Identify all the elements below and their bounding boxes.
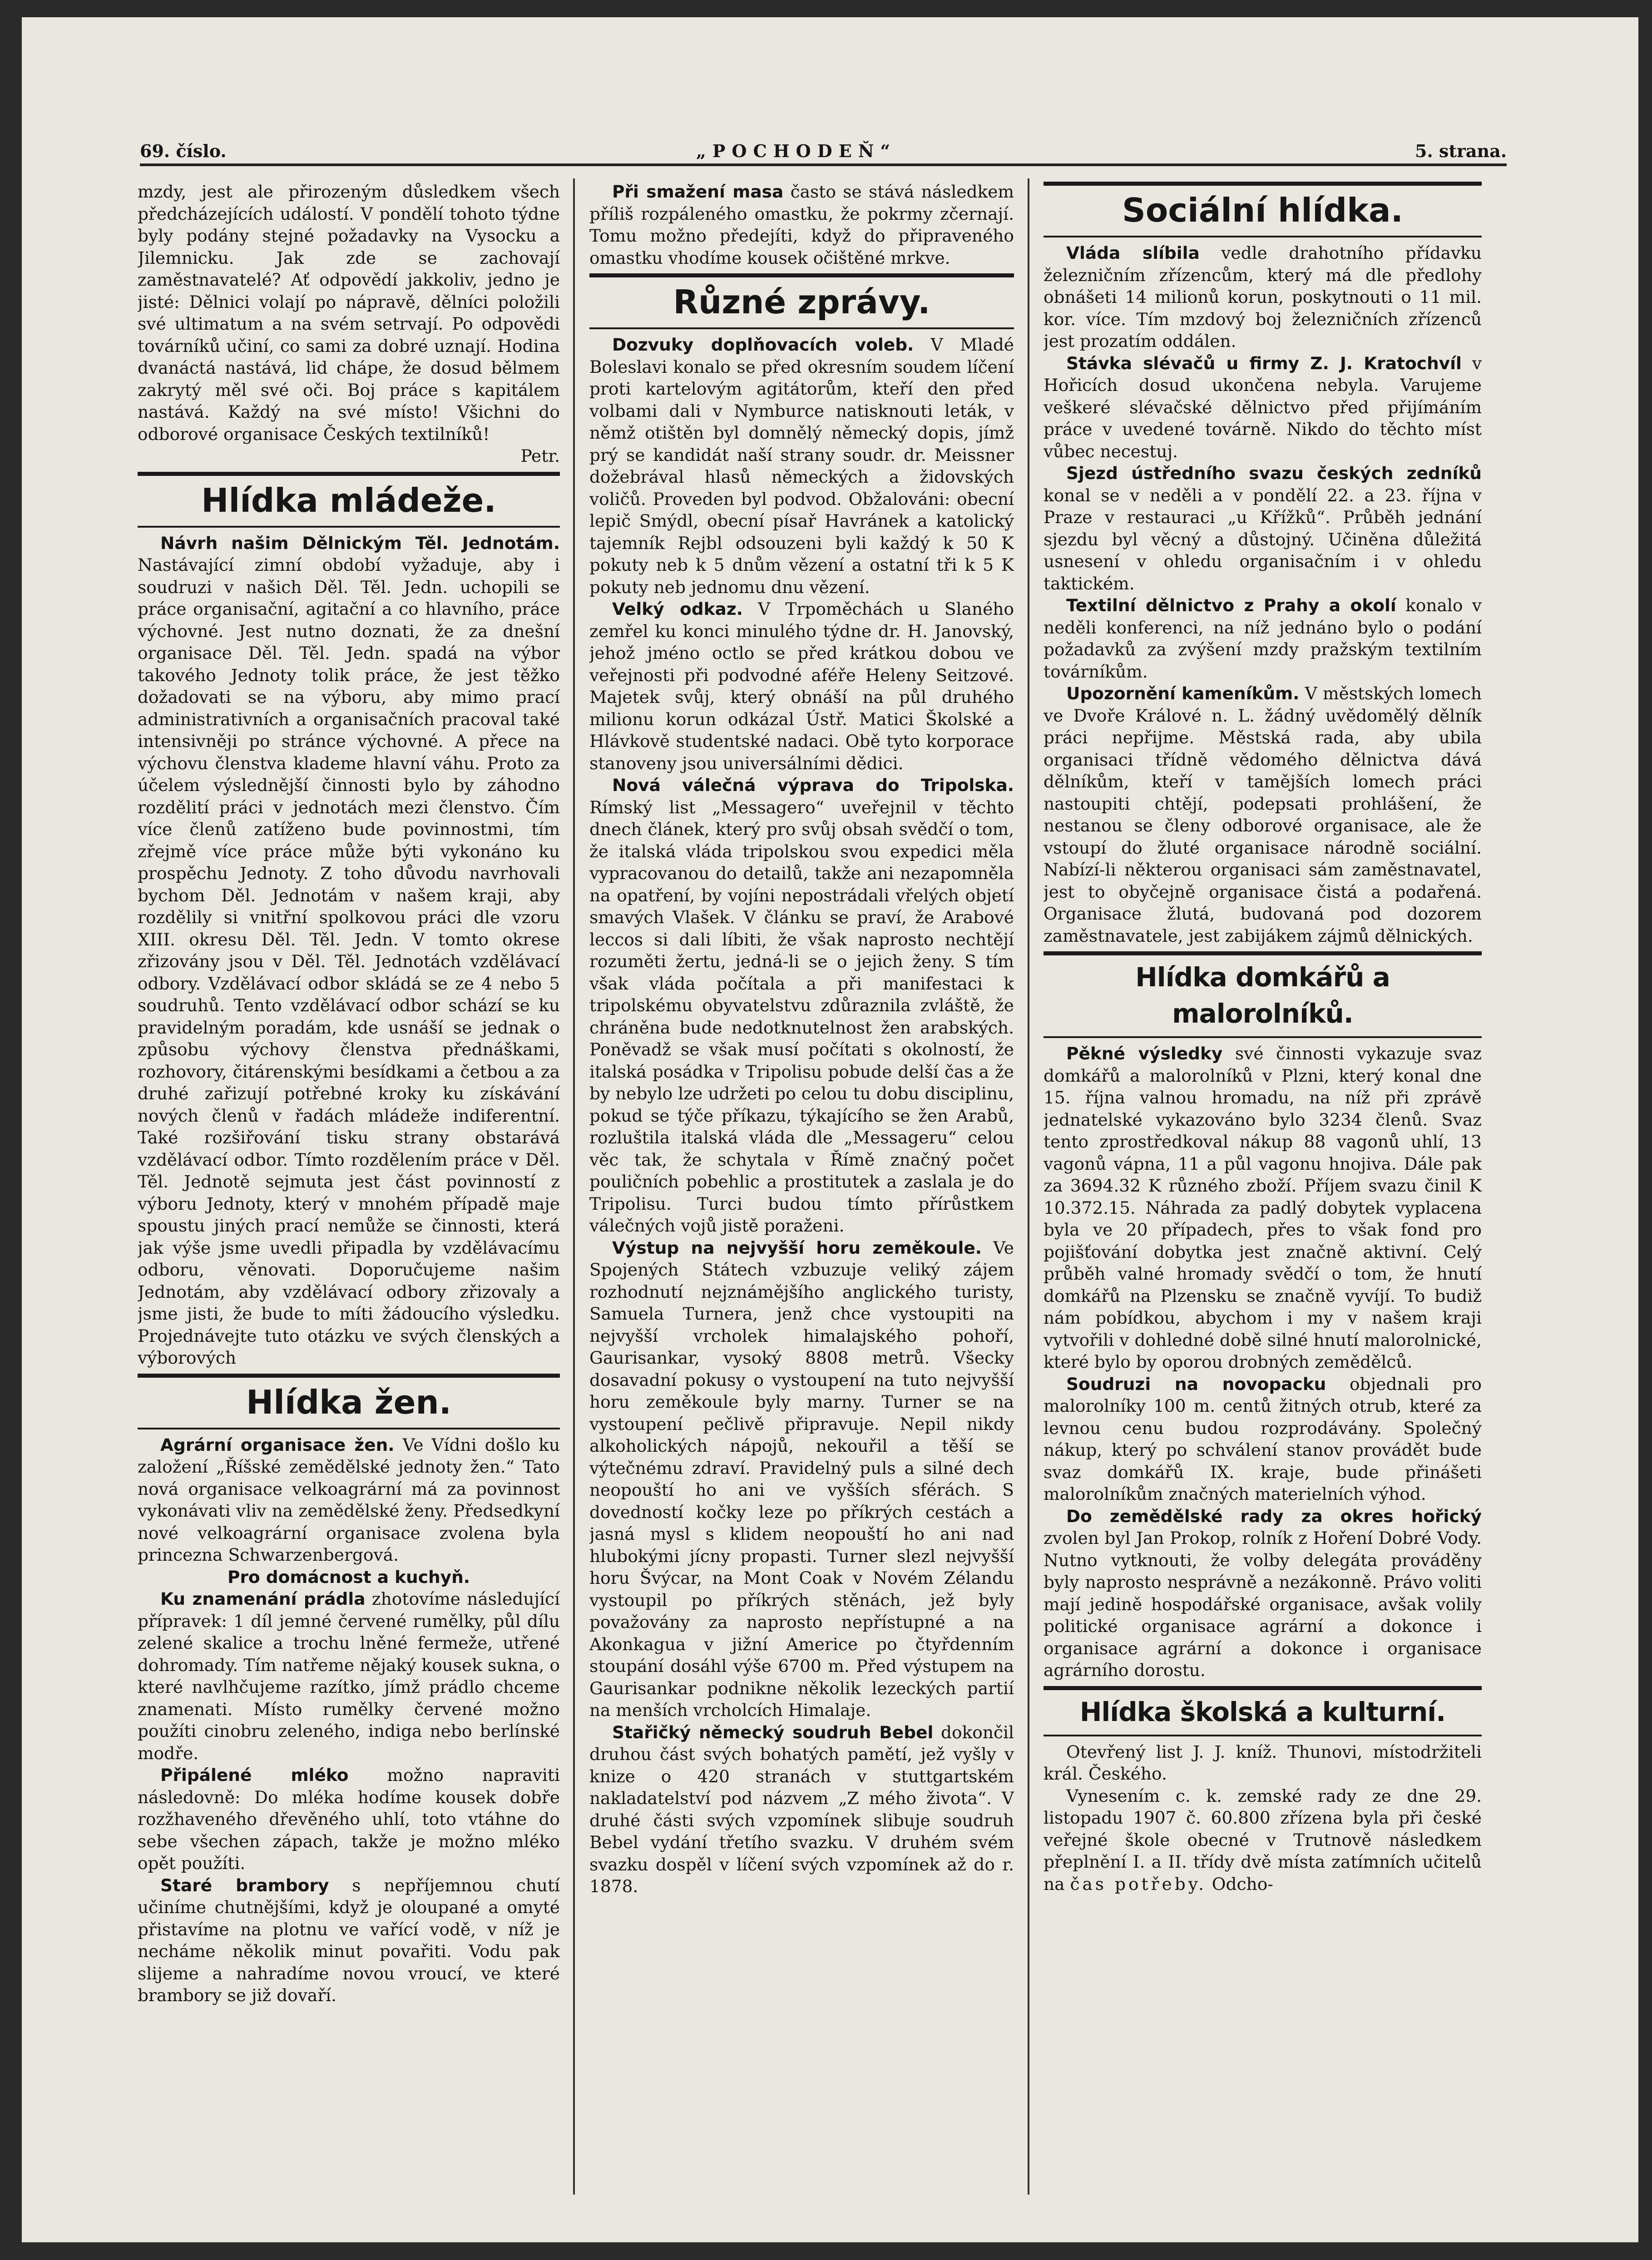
article-signature: Petr.: [520, 446, 560, 466]
article-intro: mzdy, jest ale přirozeným důsledkem všech předcházejících událostí. V pondělí tohoto týdne byly podány stejné požadavky na Vysocku a Jilemnicku. Jak zde se zachovají zaměstnavatelé? Ať odpovědí jakkoliv, jedno je jisté: Dělnici volají po nápravě, dělníci položili své ultimatum a na svém setrvají. Po odpovědi továrníků učiní, co sami za dobré uznají. Hodina dvanáctá nastává, lid chápe, že dosud bělmem zakrytý měl své oči. Boj práce s kapitálem nastává. Každý na své místo! Všichni do odborové organisace Českých textilníků!: [138, 182, 560, 444]
article-stavka: Stávka slévačů u firmy Z. J. Kratochvíl v Hořicích dosud ukončena nebyla. Varujeme veškeré slévačské dělnictvo před přijímáním práce v uvedené továrně. Nikdo do těchto míst vůbec necestuj.: [1044, 353, 1482, 461]
section-rule: [1044, 1735, 1482, 1736]
article-vlada: Vláda slíbila vedle drahotního přídavku železničním zřízencům, který má dle předlohy obnášeti 14 milionů korun, poskytnouti o 11 mil. kor. více. Tím mzdový boj železničních zřízenců jest prozatím oddálen.: [1044, 243, 1482, 351]
article-lead: Při smažení masa: [612, 182, 784, 202]
article-textil: Textilní dělnictvo z Prahy a okolí konalo v neděli konferenci, na níž jednáno bylo o podání požadavků za zvýšení mzdy pražským textilním továrníkům.: [1044, 595, 1482, 682]
article-lead: Do zemědělské rady za okres hořický: [1066, 1506, 1482, 1526]
article-lead: Stávka slévačů u firmy Z. J. Kratochvíl: [1066, 353, 1462, 373]
column-divider: [573, 178, 575, 2195]
issue-number: 69. číslo.: [140, 141, 227, 161]
section-rule: [1044, 951, 1482, 955]
section-title-ruzne: Různé zprávy.: [673, 283, 930, 321]
section-rule: [138, 526, 560, 528]
article-sjezd: Sjezd ústředního svazu českých zedníků konal se v neděli a v pondělí 22. a 23. října v Praze v restauraci „u Křížků“. Průběh jednání sjezdu byl věcný a důstojný. Učiněna důležitá usnesení v ohledu organisačním i v ohledu taktickém.: [1044, 463, 1482, 593]
article-lead: Soudruzi na novopacku: [1066, 1374, 1326, 1394]
article-vystup: Výstup na nejvyšší horu zeměkoule. Ve Spojených Státech vzbuzuje veliký zájem rozhodnutí nejznámějšího anglického turisty, Samuela Turnera, jenž chce vystoupiti na nejvyšší vrcholek himalajského pohoří, Gaurisankar, vysoký 8808 metrů. Všecky dosavadní pokusy o vystoupení na tuto nejvyšší horu zeměkoule byly marny. Turner se na vystoupení pečlivě připravuje. Nepil nikdy alkoholických nápojů, nekouřil a těší se výtečnému zdraví. Pravidelný puls a silné dech neopouští ho ani ve vyšších sférách. S dovedností kočky leze po příkrých cestách a jasná mysl s klidem neopouští ho ani nad hlubokými jícny propasti. Turner slezl nejvyšší horu Švýcar, na Mont Coak v Novém Zélandu vystoupil po příkrých stěnách, jež byly považovány za naprosto nepřístupné a na Akonkagua v jižní Americe po čtyřdenním stoupání dosáhl výše 6700 m. Před výstupem na Gaurisankar podnikne několik lezeckých partií na menších vrcholcích Himalaje.: [589, 1237, 1014, 1720]
article-lead: Staré brambory: [160, 1875, 329, 1895]
section-title-skolska: Hlídka školská a kulturní.: [1079, 1696, 1446, 1727]
article-lead: Výstup na nejvyšší horu zeměkoule.: [612, 1237, 982, 1258]
section-rule: [1044, 1686, 1482, 1690]
section-rule: [589, 327, 1014, 329]
article-maso: Při smažení masa často se stává následkem příliš rozpáleného omastku, že pokrmy zčernají. Tomu možno předejíti, když do připraveného omastku vhodíme kousek očištěné mrkve.: [589, 182, 1014, 268]
article-mladez: Návrh našim Dělnickým Těl. Jednotám. Nastávající zimní období vyžaduje, aby i soudruzi v našich Děl. Těl. Jedn. uchopili se práce organisační, agitační a co hlavního, práce výchovné. Jest nutno doznati, že za dnešní organisace Děl. Těl. Jedn. spadá na výbor takového Jednoty tolik práce, že jest těžko dožadovati se na výboru, aby mimo prací administrativních a organisačních pracoval také intensivněji po stránce výchovné. A přece na výchovu členstva klademe hlavní váhu. Proto za účelem výslednější činnosti bylo by záhodno rozdělití práci v jednotách mezi členstvo. Čím více členů zatíženo bude povinnostmi, tím zřejmě více práce může býti vykonáno ku prospěchu Jednoty. Z toho důvodu navrhovali bychom Děl. Jednotám v našem kraji, aby rozdělily si vnitřní spolkovou práci dle vzoru XIII. okresu Děl. Těl. Jedn. V tomto okrese zřizovány jsou v Děl. Těl. Jednotách vzdělávací odbory. Vzdělávací odbor skládá se ze 4 nebo 5 soudruhů. Tento vzdělávací odbor schází se ku pravidelným poradám, kde usnáší se jednak o způsobu výchovy členstva přednáškami, rozhovory, čitárenskými besídkami a četbou a za druhé zařizují potřebné kroky ku získávání nových členů v řadách mládeže indiferentní. Také rozšiřování tisku strany obstarává vzdělávací odbor. Tímto rozdělením práce v Děl. Těl. Jednotě sejmuta jest část povinností z výboru Jednoty, který v mnohém případě maje spoustu jiných prací nemůže se činnosti, která jak výše jsme uvedli připadla by vzdělávacímu odboru, věnovati. Doporučujeme našim Jednotám, aby vzdělávací odbory zřizovaly a jsme jisti, že bude to míti žádoucího výsledku. Projednávejte tuto otázku ve svých členských a výborových: [138, 533, 560, 1368]
article-open-letter: Otevřený list J. J. kníž. Thunovi, místodržiteli král. Českého.: [1044, 1741, 1482, 1784]
column-1: [138, 181, 560, 2215]
article-lead: Ku znamenání prádla: [160, 1589, 366, 1609]
column-2: [589, 181, 1014, 2215]
column-3: [1044, 181, 1482, 2215]
article-lead: Pěkné výsledky: [1066, 1043, 1223, 1063]
article-vynesenim: Vynesením c. k. zemské rady ze dne 29. listopadu 1907 č. 60.800 zřízena byla při české veřejné škole obecné v Trutnově následkem přeplnění I. a II. třídy dvě místa zatímních učitelů na čas potřeby. Odcho-: [1044, 1785, 1482, 1894]
section-title-domkari: Hlídka domkářů a malorolníků.: [1135, 962, 1390, 1029]
article-tripolis: Nová válečná výprava do Tripolska. Rímský list „Messagero“ uveřejnil v těchto dnech článek, který pro svůj obsah svědčí o tom, že italská vláda tripolskou svou expedici měla vypracovanou do detailů, takže ani nezapomněla na opatření, by vojíni nepostrádali vřelých objetí smavých Vlašek. V článku se praví, že Arabové leccos si dali líbiti, že však naprosto nechtějí rozuměti žertu, jedná-li se o jejich ženy. S tím však vláda počítala a při manifestaci k tripolskému obyvatelstvu zdůraznila zvláště, že chráněna bude nedotknutelnost žen arabských. Poněvadž se však musí počítati s okolností, že italská posádka v Tripolisu pobude delší čas a že by nebylo lze udržeti po celou tu dobu disciplinu, pokud se týče příkazu, týkajícího se žen Arabů, rozluštila italská vláda dle „Messageru“ celou věc tak, že schytala v Římě značný počet pouličních pobehlic a prostitutek a zaslala je do Tripolisu. Turci budou tímto přírůstkem válečných vojů jistě poraženi.: [589, 775, 1014, 1236]
article-kamenici: Upozornění kameníkům. V městských lomech ve Dvoře Králové n. L. žádný uvědomělý dělník práci nepřijme. Městská rada, aby ubila organisaci třídně vědomého dělnictva dává dělníkům, kteří v tamějších lomech práci nastoupiti chtějí, podepsati prohlášení, že nestanou se členy odborové organisace, ale že vstoupí do žluté organisace národně sociální. Nabízí-li některou organisaci sám zaměstnavatel, jest to obyčejně organisace čistá a podařená. Organisace žlutá, budovaná pod dozorem zaměstnavatele, jest zabijákem zájmů dělnických.: [1044, 683, 1482, 946]
article-dozvuky: Dozvuky doplňovacích voleb. V Mladé Boleslavi konalo se před okresním soudem líčení proti kartelovým agitátorům, kteří den před volbami dali v Nymburce natisknouti leták, v němž otištěn byl domnělý německý dopis, jímž prý se kandidát naší strany soudr. dr. Meissner dožebrával hlasů německých a židovských voličů. Proveden byl podvod. Obžalováni: obecní lepič Smýdl, obecní písař Havránek a katolický tajemník Rejbl odsouzeni byli každý k 50 K pokuty neb k 5 dnům vězení a ostatní tři k 5 K pokuty neb jednomu dnu vězení.: [589, 335, 1014, 597]
page-header: [140, 123, 1507, 166]
article-horicky: Do zemědělské rady za okres hořický zvolen byl Jan Prokop, rolník z Hoření Dobré Vody. Nutno vytknouti, že volby delegáta prováděny byly naprosto nesprávně a nezákonně. Právo voliti mají jedině hospodářské organisace, avšak volily politické organisace agrární a dokonce i organisace agrární a dokonce i organisace agrárního dorostu.: [1044, 1506, 1482, 1680]
subsection-title-kuchyn: Pro domácnost a kuchyň.: [227, 1567, 470, 1587]
article-lead: Sjezd ústředního svazu českých zedníků: [1066, 463, 1482, 483]
article-lead: Textilní dělnictvo z Prahy a okolí: [1066, 595, 1396, 615]
section-title-mladez: Hlídka mládeže.: [201, 481, 496, 519]
newspaper-page: [22, 17, 1638, 2242]
article-novopacku: Soudruzi na novopacku objednali pro malorolníky 100 m. centů žitných otrub, které za levnou cenu budou rozprodávány. Společný nákup, který po schválení stanov provádět bude svaz domkářů IX. kraje, bude přinášeti malorolníkům značných materielních výhod.: [1044, 1374, 1482, 1504]
article-mleko: Připálené mléko možno napraviti následovně: Do mléka hodíme kousek dobře rozžhaveného dřevěného uhlí, toto vtáhne do sebe všechen zápach, takže je možno mléko opět použíti.: [138, 1765, 560, 1873]
section-rule: [138, 1428, 560, 1429]
article-lead: Agrární organisace žen.: [160, 1434, 395, 1455]
article-pradlo: Ku znamenání prádla zhotovíme následující přípravek: 1 díl jemné červené rumělky, půl dílu zelené skalice a trochu lněné fermeže, utřené dohromady. Tím natřeme nějaký kousek sukna, o které navlhčujeme razítko, jímž prádlo chceme znamenati. Místo rumělky červené možno použíti cinobru zeleného, indiga nebo berlínské modře.: [138, 1589, 560, 1763]
article-lead: Nová válečná výprava do Tripolska.: [612, 775, 1014, 795]
article-lead: Velký odkaz.: [612, 599, 743, 619]
article-lead: Návrh našim Dělnickým Těl. Jednotám.: [160, 533, 560, 553]
article-lead: Dozvuky doplňovacích voleb.: [612, 335, 914, 355]
article-vysledky: Pěkné výsledky své činnosti vykazuje svaz domkářů a malorolníků v Plzni, který konal dne 15. října valnou hromadu, na níž při zprávě jednatelské vykazováno bylo 3234 členů. Svaz tento zprostředkoval nákup 88 vagonů uhlí, 13 vagonů vápna, 11 a půl vagonu hnojiva. Dále pak za 3694.32 K různého zboží. Příjem svazu činil K 10.372.15. Náhrada za padlý dobytek vyplacena byla ve 20 případech, přes to však fond pro pojišťování dobytka jest značně aktivní. Celý průběh valné hromady svědčí o tom, že hnutí domkářů na Plzensku se značně vyvíjí. To budiž nám pobídkou, abychom i my v našem kraji vytvořili v dohledné době silné hnutí malorolnické, které bylo by oporou drobných zemědělců.: [1044, 1043, 1482, 1372]
section-title-zen: Hlídka žen.: [246, 1383, 452, 1421]
paper-title: „POCHODEŇ“: [696, 141, 897, 161]
article-odkaz: Velký odkaz. V Trpoměchách u Slaného zemřel ku konci minulého týdne dr. H. Janovský, jehož jméno octlo se před krátkou dobou ve veřejnosti při podvodné aféře Heleny Seitzové. Majetek svůj, který obnáší na půl druhého milionu korun odkázal Ústř. Matici Školské a Hlávkově studentské nadaci. Obě tyto korporace stanoveny jsou universálními dědici.: [589, 599, 1014, 773]
section-rule: [138, 472, 560, 476]
article-brambory: Staré brambory s nepříjemnou chutí učiníme chutnějšími, když je oloupané a omyté přistavíme na plotnu ve vařící vodě, v níž je necháme několik minut povařiti. Vodu pak slijeme a nahradíme novou vroucí, ve které brambory se již dovaří.: [138, 1875, 560, 2005]
section-rule: [1044, 1036, 1482, 1038]
article-lead: Stařičký německý soudruh Bebel: [612, 1722, 934, 1742]
section-rule: [1044, 182, 1482, 186]
article-lead: Připálené mléko: [160, 1765, 349, 1785]
section-rule: [1044, 236, 1482, 237]
article-lead: Upozornění kameníkům.: [1066, 683, 1300, 703]
article-agrarni: Agrární organisace žen. Ve Vídni došlo ku založení „Říšské zemědělské jednoty žen.“ Tato nová organisace velkoagrární má za povinnost vykonávati vliv na zemědělské ženy. Předsedkyní nové velkoagrární organisace zvolena byla princezna Schwarzenbergová.: [138, 1434, 560, 1565]
article-lead: Vláda slíbila: [1066, 243, 1200, 263]
section-title-socialni: Sociální hlídka.: [1122, 191, 1403, 229]
section-rule: [589, 273, 1014, 277]
article-bebel: Stařičký německý soudruh Bebel dokončil druhou část svých bohatých pamětí, jež vyšly v knize o 420 stranách v stuttgartském nakladatelství pod názvem „Z mého života“. V druhé části svých vzpomínek slibuje soudruh Bebel vydání třetího svazku. V druhém svém svazku dospěl v líčení svých vzpomínek až do r. 1878.: [589, 1722, 1014, 1896]
page-number: 5. strana.: [1415, 141, 1507, 161]
column-divider: [1028, 178, 1029, 2195]
section-rule: [138, 1374, 560, 1378]
